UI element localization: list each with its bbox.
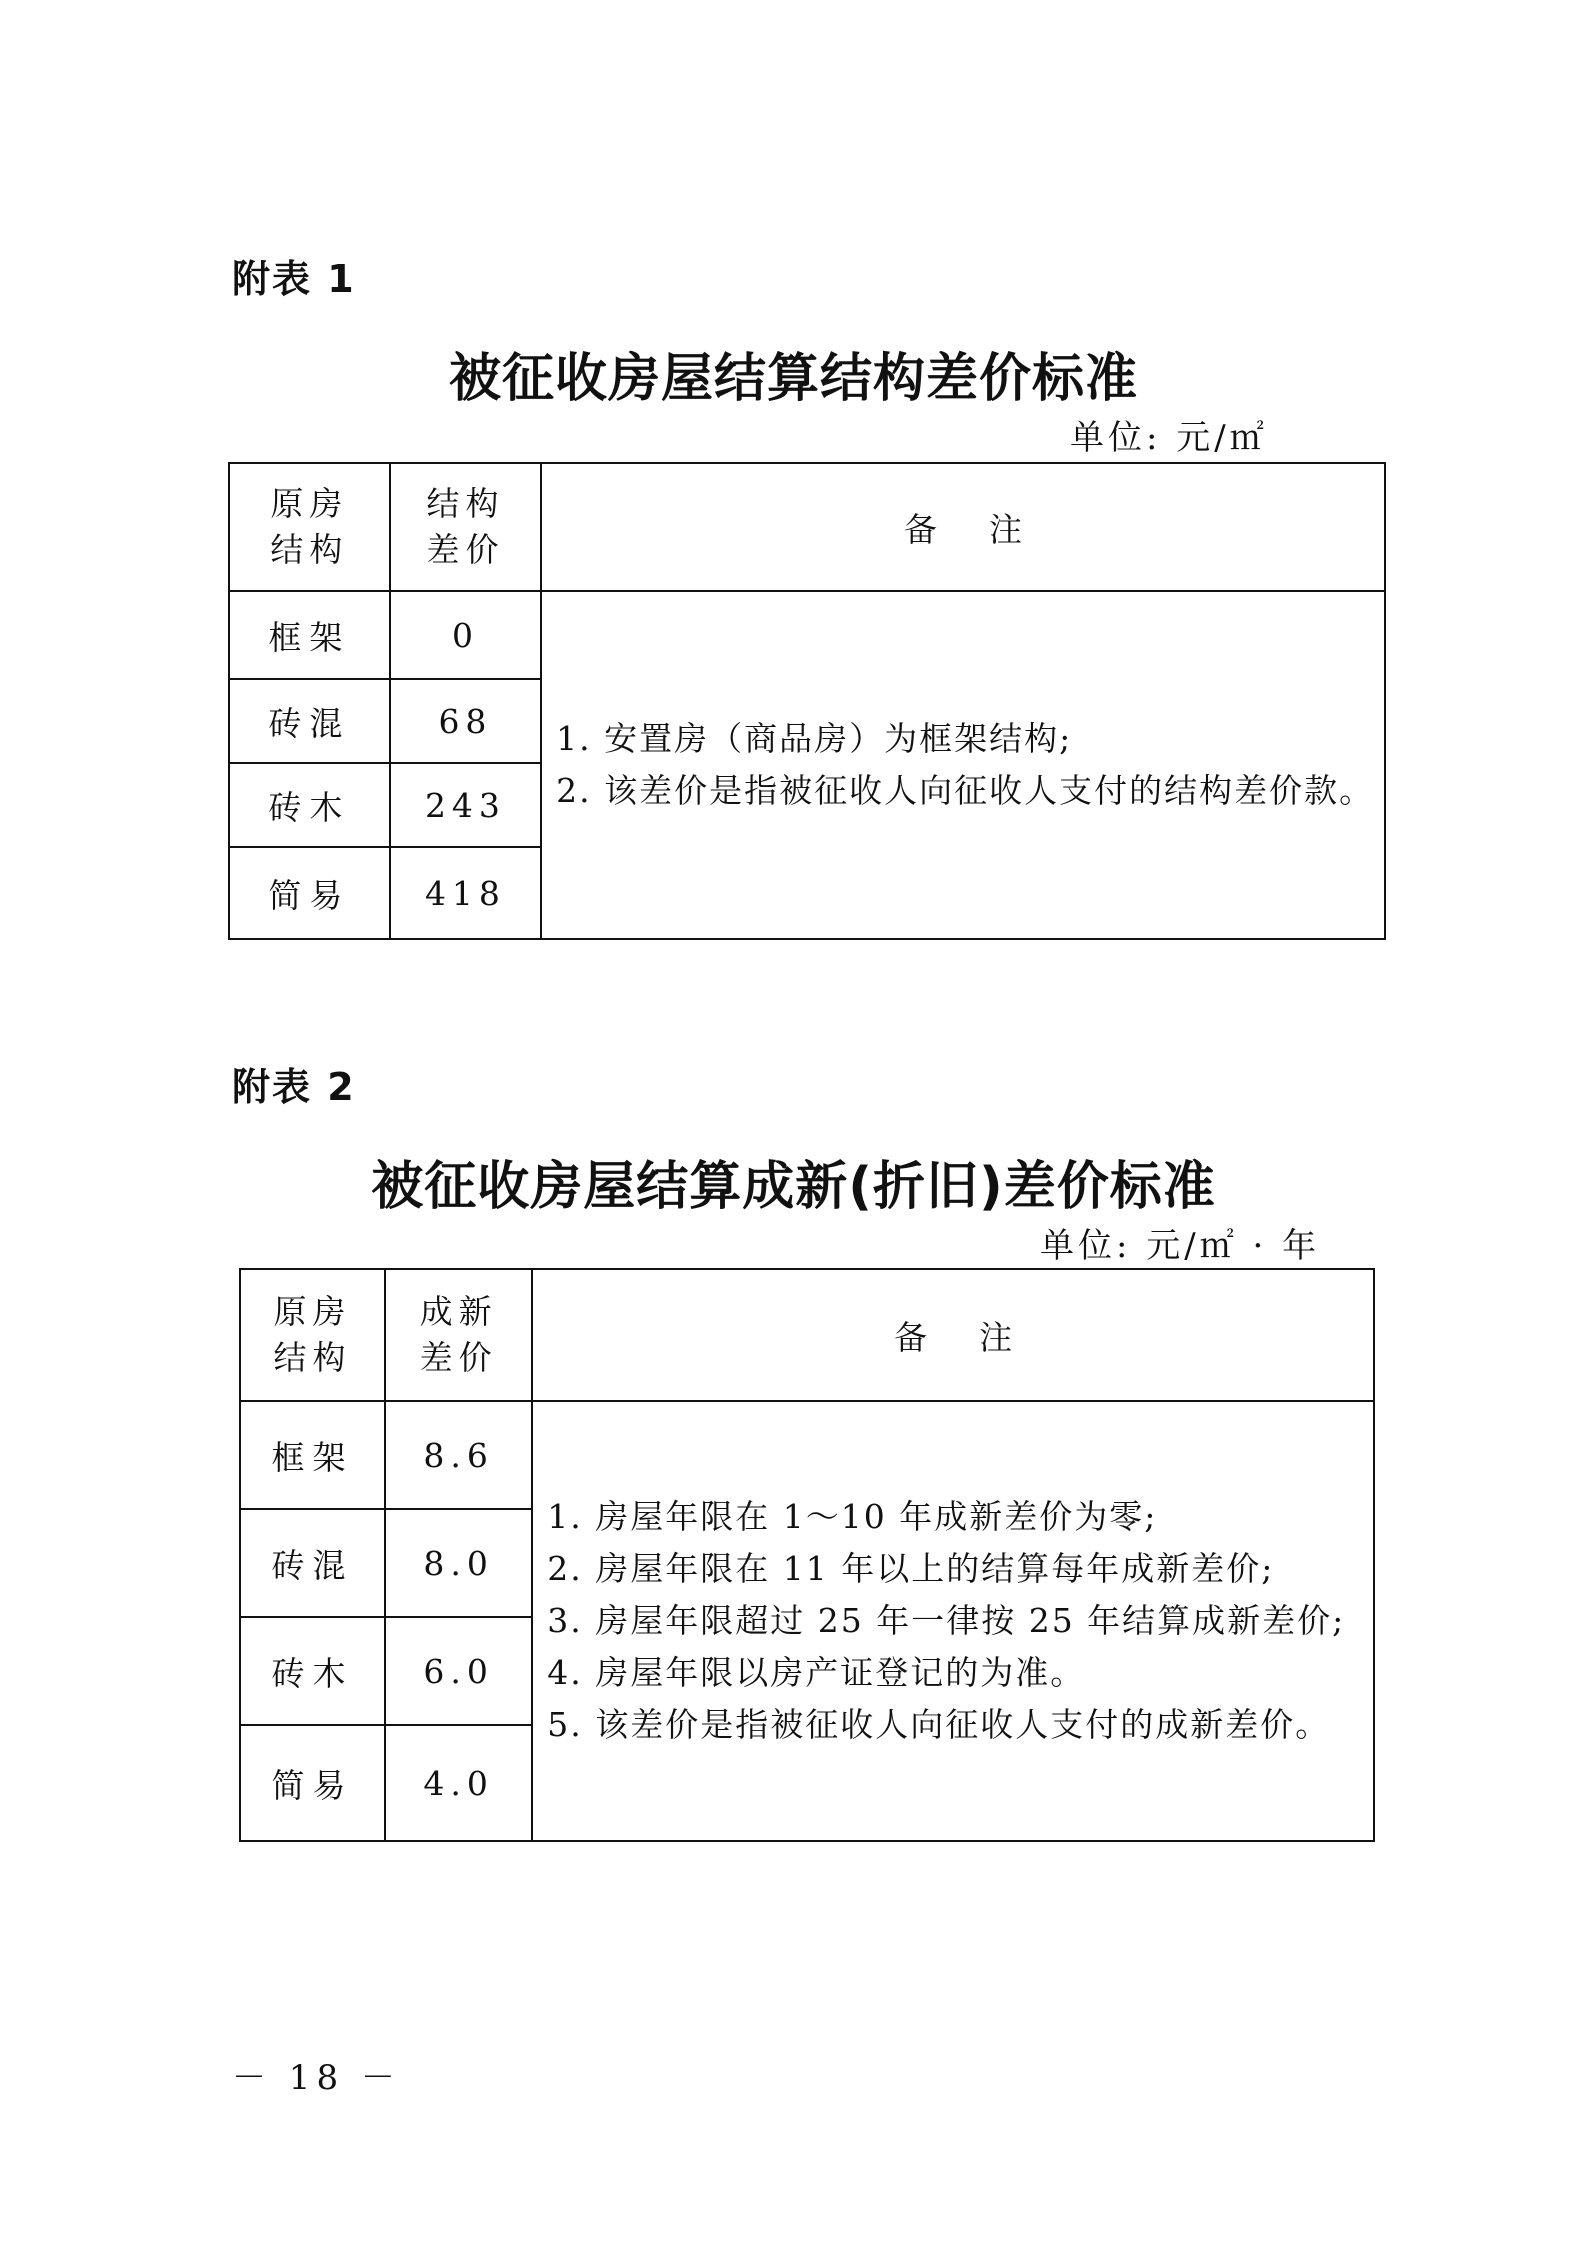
note-item: 4. 房屋年限以房产证登记的为准。 (547, 1653, 1086, 1692)
note-item: 5. 该差价是指被征收人向征收人支付的成新差价。 (547, 1705, 1331, 1744)
table2-label: 附表 2 (232, 1065, 356, 1109)
structure-type: 砖木 (240, 1617, 385, 1725)
table2-header-row (240, 1269, 1374, 1401)
structure-type: 框架 (240, 1401, 385, 1509)
note-item: 2. 房屋年限在 11 年以上的结算每年成新差价; (547, 1549, 1275, 1588)
table1-title: 被征收房屋结算结构差价标准 (448, 349, 1138, 409)
table2-header-remarks: 备注 (532, 1269, 1374, 1401)
structure-diff-value: 418 (390, 847, 541, 939)
table2-header-structure: 原房 结构 (240, 1269, 385, 1401)
structure-type: 砖混 (240, 1509, 385, 1617)
table2-header-diff: 成新 差价 (385, 1269, 532, 1401)
table1-label: 附表 1 (232, 257, 356, 301)
structure-diff-value: 68 (390, 679, 541, 763)
table1-header-structure: 原房 结构 (229, 463, 390, 591)
table1-notes (541, 591, 1385, 939)
page-number: － 18 － (232, 2058, 401, 2098)
table2 (239, 1268, 1375, 1842)
table2-notes (532, 1401, 1374, 1841)
structure-type: 砖混 (229, 679, 390, 763)
structure-diff-value: 243 (390, 763, 541, 847)
note-item: 1. 安置房（商品房）为框架结构; (556, 719, 1073, 758)
depreciation-diff-value: 8.0 (385, 1509, 532, 1617)
note-item: 1. 房屋年限在 1～10 年成新差价为零; (547, 1497, 1158, 1536)
table-row (229, 591, 1385, 679)
table-row (240, 1401, 1374, 1509)
table1-header-remarks: 备注 (541, 463, 1385, 591)
structure-type: 简易 (240, 1725, 385, 1841)
structure-diff-value: 0 (390, 591, 541, 679)
note-item: 3. 房屋年限超过 25 年一律按 25 年结算成新差价; (547, 1601, 1346, 1640)
note-item: 2. 该差价是指被征收人向征收人支付的结构差价款。 (556, 771, 1375, 810)
table1-unit: 单位: 元/㎡ (1070, 418, 1268, 458)
structure-type: 砖木 (229, 763, 390, 847)
table1-header-row (229, 463, 1385, 591)
table2-title: 被征收房屋结算成新(折旧)差价标准 (371, 1157, 1216, 1217)
depreciation-diff-value: 4.0 (385, 1725, 532, 1841)
structure-type: 简易 (229, 847, 390, 939)
structure-type: 框架 (229, 591, 390, 679)
table1 (228, 462, 1386, 940)
depreciation-diff-value: 6.0 (385, 1617, 532, 1725)
table2-unit: 单位: 元/㎡ · 年 (1040, 1226, 1321, 1266)
depreciation-diff-value: 8.6 (385, 1401, 532, 1509)
table1-header-diff: 结构 差价 (390, 463, 541, 591)
